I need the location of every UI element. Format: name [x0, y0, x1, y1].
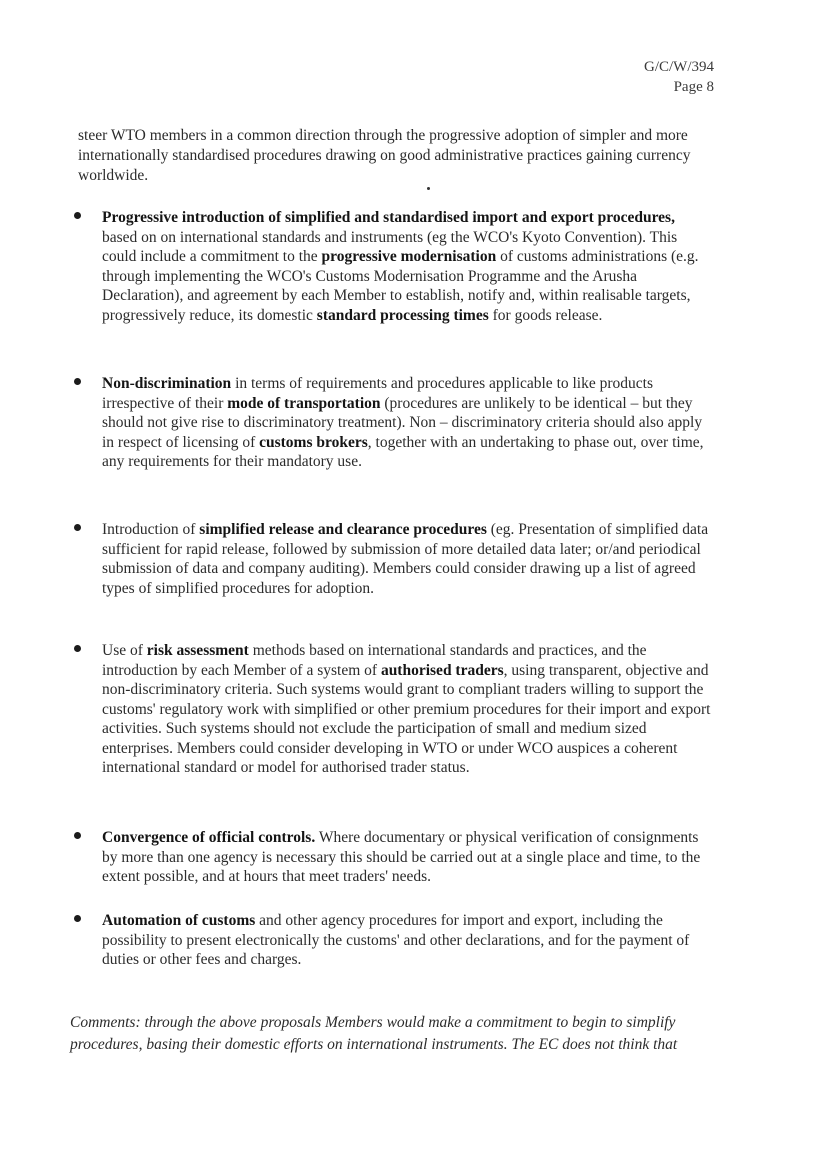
list-item-text: Progressive introduction of simplified and standardised import and export procedures, based on on international standards and instruments (eg the WCO's Kyoto Convention). This could include a commitment to the progressive modernisation of customs administrations (e.g. through implementing the WCO's Customs Modernisation Programme and the Arusha Declaration), and agreement by each Member to establish, notify and, within realisable targets, progressively reduce, its domestic standard processing times for goods release. — [102, 209, 699, 324]
bullet-icon — [74, 645, 81, 652]
doc-code: G/C/W/394 — [644, 59, 714, 75]
scan-speck — [427, 187, 430, 190]
list-item-text: Automation of customs and other agency procedures for import and export, including the possibility to present electronically the customs' and other declarations, and for the payment of duties or other fees and charges. — [102, 912, 690, 968]
bullet-icon — [74, 378, 81, 385]
list-item-text: Non-discrimination in terms of requirements and procedures applicable to like products irrespective of their mode of transportation (procedures are unlikely to be identical – but they should not give rise to discriminatory treatment). Non – discriminatory criteria should also apply in respect of licensing of customs brokers, together with an undertaking to phase out, over time, any requirements for their mandatory use. — [102, 375, 704, 470]
list-item-text: Use of risk assessment methods based on international standards and practices, and the introduction by each Member of a system of authorised traders, using transparent, objective and non-discriminatory criteria. Such systems would grant to compliant traders willing to support the customs' regulatory work with simplified or other premium procedures for their import and export activities. Such systems should not exclude the participation of small and medium sized enterprises. Members could consider developing in WTO or under WCO auspices a coherent international standard or model for authorised trader status. — [102, 642, 711, 776]
bullet-icon — [74, 524, 81, 531]
list-item-text: Convergence of official controls. Where documentary or physical verification of consignments by more than one agency is necessary this should be carried out at a single place and time, to the extent possible, and at hours that meet traders' needs. — [102, 829, 701, 885]
page-number: Page 8 — [673, 79, 714, 95]
bullet-icon — [74, 832, 81, 839]
comments-paragraph: Comments: through the above proposals Members would make a commitment to begin to simplify procedures, basing their domestic efforts on international instruments. The EC does not think that — [70, 1014, 678, 1053]
bullet-icon — [74, 212, 81, 219]
bullet-icon — [74, 915, 81, 922]
intro-paragraph: steer WTO members in a common direction through the progressive adoption of simpler and more internationally standardised procedures drawing on good administrative practices gaining currency worldwide. — [78, 127, 691, 184]
list-item-text: Introduction of simplified release and clearance procedures (eg. Presentation of simplified data sufficient for rapid release, followed by submission of more detailed data later; or/and periodical submission of data and company auditing). Members could consider drawing up a list of agreed types of simplified procedures for adoption. — [102, 521, 709, 597]
